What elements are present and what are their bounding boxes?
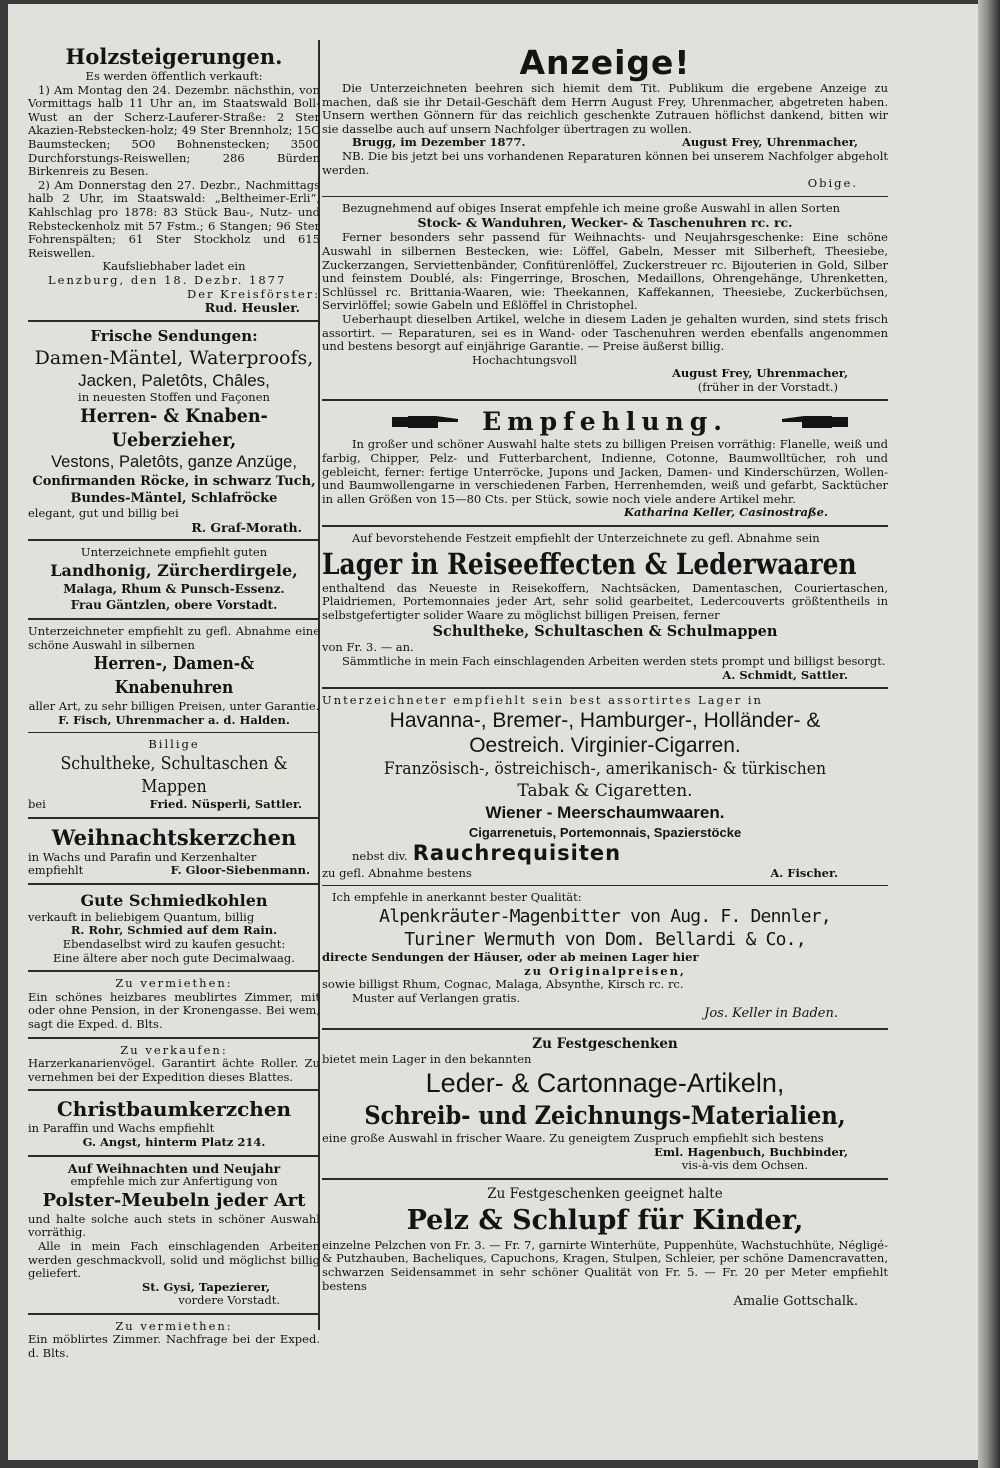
ad-text: nebst div. [352, 848, 408, 863]
ad-zimmer-1 [28, 977, 320, 1031]
ad-text: aller Art, zu sehr billigen Preisen, unter Garantie. [28, 699, 320, 714]
ad-text: Wiener - Meerschaumwaaren. [485, 802, 725, 822]
ad-title: Herren-, Damen-& Knabenuhren [93, 653, 255, 699]
ad-text: Kaufsliebhaber ladet ein [102, 259, 246, 274]
ad-title: Alpenkräuter-Magenbitter von Aug. F. Dennler, [379, 905, 831, 927]
divider [322, 525, 888, 527]
ad-text: Es werden öffentlich verkauft: [85, 69, 263, 83]
ad-text: einzelne Pelzchen von Fr. 3. — Fr. 7, garnirte Winterhüte, Puppenhüte, Wachstuchhüte, Négligé- & Putzhauben, Bacheliques, Capuchons, Kragen, Stulpen, Schleier, per schöne Damencravatten, schwarzen Seidensammet in sehr schöner Qualität von Fr. 5. — Fr. 20 per Meter empfiehlt bestens [322, 1237, 888, 1293]
ad-text: zu gefl. Abnahme bestens [322, 865, 472, 880]
ad-title: Pelz & Schlupf für Kinder, [406, 1204, 804, 1236]
ad-title: Frische Sendungen: [90, 326, 258, 345]
ad-text [322, 136, 888, 150]
ad-signature: Fried. Nüsperli, Sattler. [149, 797, 302, 812]
ad-gloor [28, 824, 320, 878]
ad-text: Der Kreisförster: [186, 286, 320, 301]
ad-empfehlung-keller [322, 406, 888, 520]
ad-text [322, 867, 888, 881]
ad-zimmer-2 [28, 1320, 320, 1361]
ad-text: In großer und schöner Auswahl halte stets zu billigen Preisen vorräthig: Flanelle, weiß und farbig, Chipper, Pelz- und Futterbarchent, Indienne, Cotonne, Baumwolltücher, roh und gebleicht, ferner: fertige Unterröcke, Jupons und Jacken, Damen- und Kinderschürzen, Wollen- und Baumwollengarne in verschiedenen Farben, Herrenhemden, weiß und gefarbt, Sacktücher in allen Größen von 15—80 Cts. per Stück, sowie noch viele andere Artikel mehr. [322, 437, 888, 506]
ad-text: 2) Am Donnerstag den 27. Dezbr., Nachmittags halb 2 Uhr, im Staatswald: „Beltheimer-Erli“, Kahlschlag pro 1878: 83 Stück Bau-, Nutz- und Rebsteckenholz mit 57 Fstm.; 6 Stangen; 96 Ster Fohrenspälten; 61 Ster Stockholz und 615 Reiswellen. [28, 177, 320, 260]
divider [322, 885, 888, 886]
ad-text: Die Unterzeichneten beehren sich hiemit dem Tit. Publikum die ergebene Anzeige zu machen, daß sie ihr Detail-Geschäft dem Herrn August Frey, Uhrenmacher, abgetreten haben. Unsern werthen Gönnern für das reichlich geschenkte Zutrauen höflichst dankend, bitten wir sie dasselbe auch auf unsern Nachfolger übertragen zu wollen. [322, 81, 888, 136]
ad-text: bietet mein Lager in den bekannten [322, 1052, 532, 1067]
ad-title: Gute Schmiedkohlen [80, 890, 268, 910]
ad-text: Unterzeichnete empfiehlt guten [80, 545, 268, 560]
ad-text: Bezugnehmend auf obiges Inserat empfehle ich meine große Auswahl in allen Sorten [342, 200, 841, 215]
ad-signature: August Frey, Uhrenmacher, [671, 366, 848, 381]
ad-text: Alle in mein Fach einschlagenden Arbeiten werden geschmackvoll, solid und möglichst billig geliefert. [28, 1238, 320, 1281]
ad-text: in neuesten Stoffen und Façonen [78, 389, 270, 404]
ad-title: Anzeige! [519, 43, 691, 82]
ad-signature: R. Rohr, Schmied auf dem Rain. [70, 923, 278, 938]
ad-text: Ferner besonders sehr passend für Weihnachts- und Neujahrsgeschenke: Eine schöne Auswahl in silbernen Bestecken, wie: Löffel, Gabeln, Messer mit Silberheft, Theesiebe, Zuckerzangen, Serviettenbänder, Confitürenlöffel, Zuckerstreuer rc. Bijouterien in Gold, Silber und feinstem Doublé, als: Fingerringe, Broschen, Medaillons, Ohrengehänge, Uhrenketten, Schlüssel rc. Brittania-Waaren, wie: Theekannen, Kaffekannen, Theesiebe, Zuckerbüchsen, Servirlöffel; sowie Gabeln und Eßlöffel in Christophel. [322, 230, 888, 313]
ad-text: Unterzeichneter empfiehlt zu gefl. Abnahme eine schöne Auswahl in silbernen [28, 624, 320, 652]
ad-title: Zu vermiethen: [115, 1318, 233, 1333]
ad-title: Landhonig, Zürcherdirgele, [50, 561, 298, 581]
ad-text: eine große Auswahl in frischer Waare. Zu geneigtem Zuspruch empfiehlt sich bestens [322, 1130, 824, 1145]
divider [28, 817, 320, 819]
ad-title: Zu vermiethen: [115, 976, 233, 991]
ad-signature: A. Schmidt, Sattler. [722, 667, 848, 682]
ad-title: Rauchrequisiten [412, 840, 622, 865]
ad-title: Zu Festgeschenken [532, 1036, 678, 1053]
ad-text-row [322, 841, 888, 867]
ad-text: Hochachtungsvoll [472, 352, 577, 367]
divider [28, 970, 320, 972]
ad-text: zu Originalpreisen, [524, 963, 686, 978]
ad-nuesperli [28, 738, 320, 811]
ad-text: bei [28, 797, 46, 812]
ad-text: (früher in der Vorstadt.) [697, 379, 838, 394]
divider [28, 539, 320, 541]
ad-title: Auf Weihnachten und Neujahr [67, 1160, 281, 1176]
ad-text: Ich empfehle in anerkannt bester Qualität: [332, 890, 582, 905]
ad-graf-morath [28, 327, 320, 535]
divider [28, 1089, 320, 1091]
ad-signature: Eml. Hagenbuch, Buchbinder, [654, 1144, 848, 1159]
ad-title: Schultheke, Schultaschen & Mappen [60, 753, 288, 798]
ad-title: Herren- & Knaben-Ueberzieher, [80, 405, 268, 452]
ad-signature: Frau Gäntzlen, obere Vorstadt. [70, 598, 278, 613]
ad-text: Französisch-, östreichisch-, amerikanisch- & türkischen [383, 758, 827, 779]
ad-title: Lager in Reiseeffecten & Lederwaaren [322, 546, 857, 581]
ad-text: Ebendaselbst wird zu kaufen gesucht: [62, 937, 286, 951]
ad-text: Vestons, Paletôts, ganze Anzüge, [51, 453, 297, 472]
divider [322, 687, 888, 689]
ad-title: Oestreich. Virginier-Cigarren. [469, 733, 741, 757]
ad-text: und halte solche auch stets in schöner Auswahl vorräthig. [28, 1211, 320, 1240]
ad-signature: R. Graf-Morath. [191, 519, 302, 535]
scan-edge [978, 0, 1000, 1468]
ad-text: Ein möblirtes Zimmer. Nachfrage bei der Exped. d. Blts. [28, 1332, 320, 1361]
divider [28, 320, 320, 322]
ad-jos-keller [322, 891, 888, 1023]
ad-text: sowie billigst Rhum, Cognac, Malaga, Absynthe, Kirsch rc. rc. [322, 977, 684, 992]
ad-gysi [28, 1162, 320, 1308]
ad-title: Christbaumkerzchen [56, 1097, 292, 1122]
ad-signature: Amalie Gottschalk. [733, 1294, 858, 1310]
ad-signature: Katharina Keller, Casinostraße. [624, 505, 828, 520]
ad-signature: St. Gysi, Tapezierer, [141, 1279, 270, 1294]
divider [28, 883, 320, 885]
ad-text: empfiehlt [28, 863, 84, 878]
ad-title: Weihnachtskerzchen [51, 824, 297, 850]
ad-title: Turiner Wermuth von Dom. Bellardi & Co., [404, 928, 806, 950]
ad-text: vordere Vorstadt. [178, 1293, 280, 1308]
ad-text: Malaga, Rhum & Punsch-Essenz. [63, 582, 285, 597]
ad-text: von Fr. 3. — an. [322, 640, 414, 655]
ad-text: Ueberhaupt dieselben Artikel, welche in diesem Laden je gehalten wurden, sind stets frisch assortirt. — Reparaturen, sei es in Wand- oder Taschenuhren werden ebenfalls angenommen und bestens besorgt auf einjährige Garantie. — Preise äußerst billig. [322, 311, 888, 354]
ad-signature: Jos. Keller in Baden. [704, 1006, 838, 1022]
ad-text: 1) Am Montag den 24. Dezembr. nächsthin, von Vormittags halb 11 Uhr an, im Staatswald Boll-Wust an der Scherz-Lauferer-Straße: 2 Ster Akazien-Rebstecken-holz; 49 Ster Brennholz; 15C Baumstecken; 5O0 Bohnenstecken; 3500 Durchforstungs-Reiswellen; 286 Bürden Birkenreis zu Besen. [28, 82, 320, 179]
ad-text: in Paraffin und Wachs empfiehlt [28, 1121, 215, 1136]
ad-holzsteigerungen [28, 44, 320, 315]
ad-text: Confirmanden Röcke, in schwarz Tuch, [32, 474, 316, 490]
ad-kanarien [28, 1044, 320, 1085]
ad-text: Billige [148, 737, 200, 752]
ad-title: Zu verkaufen: [120, 1042, 228, 1057]
ad-text: Auf bevorstehende Festzeit empfiehlt der Unterzeichnete zu gefl. Abnahme sein [352, 531, 820, 546]
divider [28, 1155, 320, 1157]
ad-signature: F. Fisch, Uhrenmacher a. d. Halden. [58, 712, 290, 727]
ad-angst [28, 1096, 320, 1149]
ad-text: Muster auf Verlangen gratis. [352, 990, 521, 1005]
ad-title: Leder- & Cartonnage-Artikeln, [425, 1067, 785, 1098]
ad-text: Schultheke, Schultaschen & Schulmappen [432, 623, 778, 641]
ad-text: Bundes-Mäntel, Schlafröcke [70, 491, 278, 507]
ad-text: Sämmtliche in mein Fach einschlagenden Arbeiten werden stets prompt und billigst besorgt. [342, 654, 886, 668]
ad-text: Unterzeichneter empfiehlt sein best assortirtes Lager in [322, 693, 763, 708]
ad-text: Cigarrenetuis, Portemonnais, Spazierstöcke [468, 824, 742, 840]
ad-title: Schreib- und Zeichnungs-Materialien, [364, 1100, 846, 1130]
ad-text: Damen-Mäntel, Waterproofs, [34, 346, 314, 369]
ad-title: Holzsteigerungen. [65, 44, 283, 69]
divider [28, 732, 320, 733]
ad-text: NB. Die bis jetzt bei uns vorhandenen Reparaturen können bei unserem Nachfolger abgeholt werden. [322, 148, 888, 177]
ad-anzeige [322, 44, 888, 394]
ad-text: Eine ältere aber noch gute Decimalwaag. [53, 950, 295, 965]
ad-text: in Wachs und Parafin und Kerzenhalter [28, 849, 257, 864]
ad-header-row [322, 406, 888, 438]
ad-title: Havanna-, Bremer-, Hamburger-, Holländer- & [389, 708, 821, 732]
ad-text [28, 864, 320, 878]
ad-signature: A. Fischer. [770, 865, 838, 880]
ad-text: Zu Festgeschenken geeignet halte [487, 1185, 723, 1202]
ad-text: Stock- & Wanduhren, Wecker- & Taschenuhren rc. rc. [417, 215, 793, 231]
ad-title: Polster-Meubeln jeder Art [42, 1189, 306, 1211]
divider [28, 1313, 320, 1315]
pointing-hand-left-icon [778, 411, 848, 431]
ad-text: elegant, gut und billig bei [28, 506, 179, 521]
divider [28, 1037, 320, 1039]
ad-fischer [322, 694, 888, 880]
right-column [322, 44, 888, 1311]
ad-signature: Obige. [807, 176, 858, 191]
ad-rohr [28, 890, 320, 965]
ad-signature: G. Angst, hinterm Platz 214. [82, 1134, 266, 1149]
ad-text: Lenzburg, den 18. Dezbr. 1877 [48, 272, 287, 287]
ad-text [28, 798, 320, 812]
pointing-hand-right-icon [392, 411, 462, 431]
left-column [28, 44, 320, 1361]
ad-text: enthaltend das Neueste in Reisekoffern, Nachtsäcken, Damentaschen, Couriertaschen, Plaidriemen, Portemonnaies jeder Art, sehr solid gearbeitet, Ledercouverts größtentheils in selbstgefertigter solider Waare zu möglichst billigen Preisen, ferner [322, 580, 888, 622]
ad-signature: Rud. Heusler. [204, 300, 300, 316]
divider [322, 399, 888, 401]
ad-title: Empfehlung. [482, 407, 728, 437]
ad-hagenbuch [322, 1035, 888, 1172]
ad-text: Tabak & Cigaretten. [517, 780, 693, 801]
ad-gaentzlen [28, 546, 320, 613]
divider [322, 1178, 888, 1180]
ad-signature: August Frey, Uhrenmacher, [681, 135, 858, 150]
ad-gottschalk [322, 1185, 888, 1311]
ad-text: Ein schönes heizbares meublirtes Zimmer, mit oder ohne Pension, in der Kronengasse. Bei wem, sagt die Exped. d. Blts. [28, 989, 320, 1031]
ad-text: Brugg, im Dezember 1877. [352, 135, 526, 150]
divider [322, 1028, 888, 1030]
ad-text: verkauft in beliebigem Quantum, billig [28, 909, 255, 924]
ad-signature: F. Gloor-Siebenmann. [170, 863, 310, 878]
ad-fisch [28, 625, 320, 727]
ad-text: vis-à-vis dem Ochsen. [681, 1158, 808, 1173]
ad-text: Harzerkanarienvögel. Garantirt ächte Roller. Zu vernehmen bei der Expedition dieses Blattes. [28, 1056, 320, 1084]
ad-text: empfehle mich zur Anfertigung von [70, 1174, 278, 1189]
ad-text: Jacken, Paletôts, Châles, [78, 370, 270, 390]
ad-text: directe Sendungen der Häuser, oder ab meinen Lager hier [322, 949, 699, 964]
divider [28, 618, 320, 620]
ad-schmidt [322, 532, 888, 682]
divider [322, 196, 888, 197]
